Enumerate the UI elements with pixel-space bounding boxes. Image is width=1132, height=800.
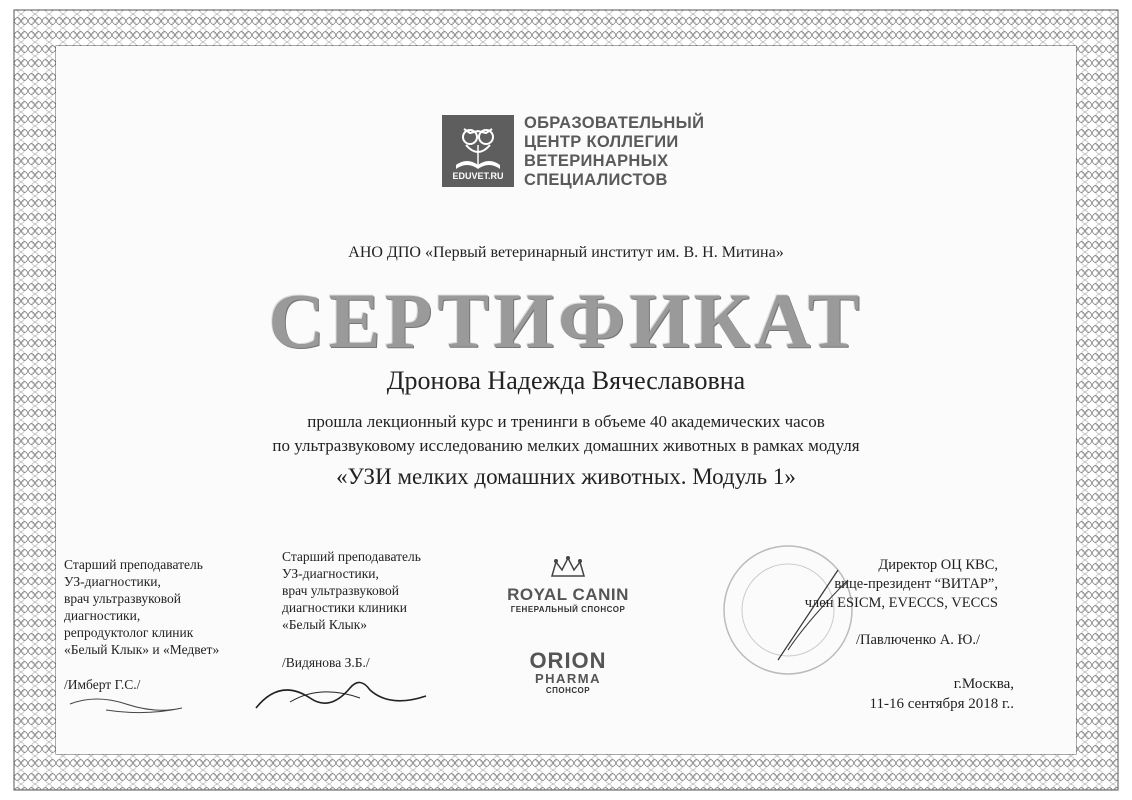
signatory-line: врач ультразвуковой [64, 591, 181, 606]
signatory-line: Старший преподаватель [282, 549, 421, 564]
logo-line: ЦЕНТР КОЛЛЕГИИ [524, 133, 679, 151]
signatory-line: член ESICM, EVECCS, VECCS [804, 595, 998, 611]
description-line: по ультразвуковому исследованию мелких домашних животных в рамках модуля [272, 436, 860, 455]
signatory-line: Старший преподаватель [64, 557, 203, 572]
general-sponsor-caption: ГЕНЕРАЛЬНЫЙ СПОНСОР [510, 605, 626, 614]
sponsor-caption: СПОНСОР [545, 686, 591, 695]
course-name: «УЗИ мелких домашних животных. Модуль 1» [336, 464, 796, 489]
place: г.Москва, [953, 676, 1014, 692]
logo-line: ОБРАЗОВАТЕЛЬНЫЙ [524, 114, 705, 132]
signatory-line: репродуктолог клиник [64, 625, 194, 640]
signatory-line: Директор ОЦ КВС, [878, 557, 998, 573]
description-line: прошла лекционный курс и тренинги в объеме 40 академических часов [307, 412, 825, 431]
logo-line: ВЕТЕРИНАРНЫХ [524, 152, 669, 170]
signatory-right-name: /Павлюченко А. Ю./ [856, 632, 981, 648]
recipient-name: Дронова Надежда Вячеславовна [386, 366, 746, 395]
signatory-line: «Белый Клык» и «Медвет» [64, 642, 220, 657]
signatory-line: вице-президент “ВИТАР”, [834, 576, 998, 592]
signatory-line: УЗ-диагностики, [64, 574, 161, 589]
logo-line: СПЕЦИАЛИСТОВ [524, 171, 668, 189]
signatory-left [64, 556, 219, 658]
issue-date: 11-16 сентября 2018 г.. [869, 696, 1014, 712]
sponsor-name-line: PHARMA [534, 671, 602, 686]
signatory-line: диагностики, [64, 608, 141, 623]
organization-name: АНО ДПО «Первый ветеринарный институт им. В. Н. Митина» [348, 244, 784, 261]
royal-canin-logo [496, 556, 640, 614]
signature-left [66, 690, 186, 720]
signature-middle [250, 668, 430, 718]
certificate-title: СЕРТИФИКАТ [268, 277, 864, 364]
signatory-right [760, 556, 998, 613]
eduvet-logo [442, 115, 514, 187]
logo-wordmark [524, 114, 704, 190]
signatory-line: врач ультразвуковой [282, 583, 399, 598]
crown-icon [548, 556, 588, 580]
signatory-middle [282, 548, 421, 633]
orion-pharma-logo [506, 650, 630, 695]
signatory-line: диагностики клиники [282, 600, 407, 615]
signatory-line: УЗ-диагностики, [282, 566, 379, 581]
logo-badge-text: EDUVET.RU [452, 171, 504, 181]
signatory-middle-name: /Видянова З.Б./ [282, 655, 370, 670]
signatory-left-name: /Имберт Г.С./ [64, 677, 141, 692]
general-sponsor-name: ROYAL CANIN [507, 585, 629, 604]
sponsor-name-line: ORION [529, 648, 607, 673]
signatory-line: «Белый Клык» [282, 617, 368, 632]
